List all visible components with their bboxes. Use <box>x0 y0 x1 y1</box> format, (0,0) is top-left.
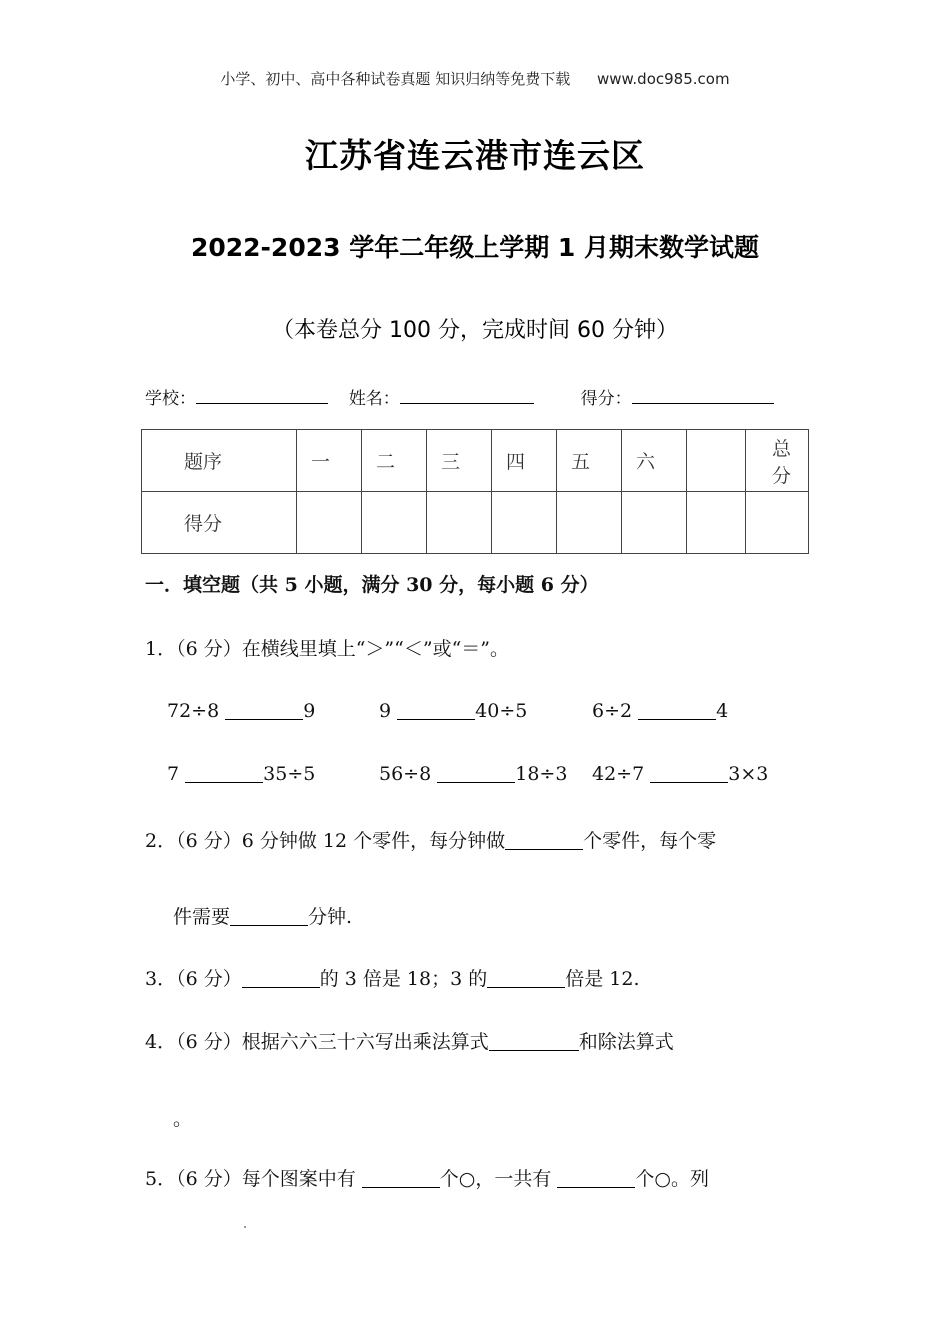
name-field[interactable] <box>400 389 534 404</box>
q1-left-expr: 42÷7 <box>592 763 645 785</box>
answer-blank[interactable] <box>487 969 565 988</box>
score-table-score-row <box>142 492 809 554</box>
table-header-cell: 总分 <box>746 430 809 492</box>
score-table-header-row <box>142 430 809 492</box>
question-5 <box>145 1164 709 1191</box>
answer-blank[interactable] <box>397 701 475 720</box>
score-cell[interactable] <box>427 492 492 554</box>
question-3-text: 3．（6 分） <box>145 968 242 990</box>
answer-blank[interactable] <box>242 969 320 988</box>
score-cell[interactable] <box>297 492 362 554</box>
q1-item <box>592 763 768 785</box>
table-header-cell: 三 <box>427 430 492 492</box>
question-5-text-cont: 个○，一共有 <box>439 1168 552 1190</box>
header-url: www.doc985.com <box>596 70 730 88</box>
score-cell[interactable] <box>746 492 809 554</box>
score-cell[interactable] <box>557 492 622 554</box>
question-5-text-end: 个○。列 <box>635 1168 709 1190</box>
question-3 <box>145 964 640 991</box>
answer-blank[interactable] <box>638 701 716 720</box>
answer-blank[interactable] <box>505 831 583 850</box>
answer-blank[interactable] <box>650 764 728 783</box>
question-2-text-end: 分钟. <box>308 906 353 928</box>
q1-left-expr: 7 <box>167 763 180 785</box>
q1-item <box>167 763 315 785</box>
answer-blank[interactable] <box>225 701 303 720</box>
table-row-label: 得分 <box>142 492 297 554</box>
q1-right-expr: 9 <box>303 700 316 722</box>
table-header-cell: 一 <box>297 430 362 492</box>
q1-right-expr: 4 <box>716 700 729 722</box>
question-4 <box>145 1027 674 1054</box>
q1-item <box>592 700 728 722</box>
table-header-cell: 二 <box>362 430 427 492</box>
exam-subtitle: 2022-2023 学年二年级上学期 1 月期末数学试题 <box>190 233 760 262</box>
question-4-text-cont: 和除法算式 <box>578 1031 674 1053</box>
section-heading: 一．填空题（共 5 小题，满分 30 分，每小题 6 分） <box>145 574 599 596</box>
site-header <box>0 68 950 89</box>
score-table <box>141 429 809 554</box>
scan-speck <box>244 1226 246 1228</box>
answer-blank[interactable] <box>557 1169 635 1188</box>
answer-blank[interactable] <box>362 1169 440 1188</box>
school-field[interactable] <box>196 389 328 404</box>
answer-blank[interactable] <box>489 1032 579 1051</box>
table-header-cell: 五 <box>557 430 622 492</box>
question-2-text-cont: 个零件，每个零 <box>583 830 717 852</box>
q1-left-expr: 6÷2 <box>592 700 633 722</box>
question-2 <box>145 826 716 853</box>
table-header-cell: 六 <box>622 430 687 492</box>
answer-blank[interactable] <box>230 907 308 926</box>
q1-right-expr: 40÷5 <box>475 700 528 722</box>
question-3-text-end: 倍是 12. <box>565 968 640 990</box>
score-cell[interactable] <box>622 492 687 554</box>
q1-item <box>379 763 567 785</box>
score-label: 得分： <box>580 389 632 409</box>
score-cell[interactable] <box>687 492 746 554</box>
q1-left-expr: 56÷8 <box>379 763 432 785</box>
student-info-line <box>145 384 774 409</box>
question-3-text-cont: 的 3 倍是 18；3 的 <box>319 968 488 990</box>
score-cell[interactable] <box>492 492 557 554</box>
q1-right-expr: 18÷3 <box>515 763 568 785</box>
question-5-text: 5．（6 分）每个图案中有 <box>145 1168 356 1190</box>
question-4-line2: 。 <box>173 1108 193 1130</box>
table-header-cell: 题序 <box>142 430 297 492</box>
q1-item <box>167 700 315 722</box>
q1-right-expr: 35÷5 <box>263 763 316 785</box>
q1-left-expr: 72÷8 <box>167 700 220 722</box>
table-header-cell: 四 <box>492 430 557 492</box>
school-label: 学校： <box>145 389 196 409</box>
q1-item <box>379 700 527 722</box>
question-4-text: 4．（6 分）根据六六三十六写出乘法算式 <box>145 1031 489 1053</box>
score-cell[interactable] <box>362 492 427 554</box>
table-header-cell <box>687 430 746 492</box>
page-title: 江苏省连云港市连云区 <box>305 136 645 175</box>
question-1-text: 1．（6 分）在横线里填上“＞”“＜”或“＝”。 <box>145 638 509 660</box>
q1-left-expr: 9 <box>379 700 392 722</box>
answer-blank[interactable] <box>185 764 263 783</box>
header-text: 小学、初中、高中各种试卷真题 知识归纳等免费下载 <box>220 70 571 88</box>
question-2-text-cont: 件需要 <box>173 906 231 928</box>
question-2-text: 2．（6 分）6 分钟做 12 个零件，每分钟做 <box>145 830 506 852</box>
exam-note: （本卷总分 100 分，完成时间 60 分钟） <box>272 318 678 343</box>
answer-blank[interactable] <box>437 764 515 783</box>
score-field[interactable] <box>632 389 774 404</box>
name-label: 姓名： <box>348 389 400 409</box>
question-2-line2 <box>173 902 352 929</box>
q1-right-expr: 3×3 <box>728 763 769 785</box>
